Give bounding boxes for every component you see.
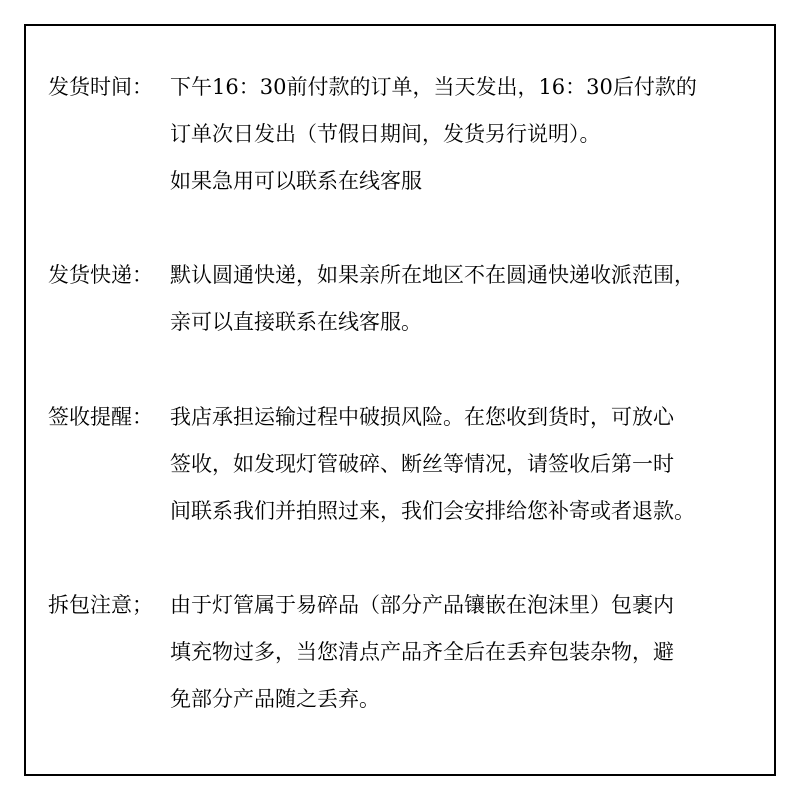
section-text-line: 下午16：30前付款的订单，当天发出，16：30后付款的 [170,75,697,99]
section-label: 拆包注意； [48,593,153,617]
section-text-line: 默认圆通快递，如果亲所在地区不在圆通快递收派范围， [170,263,695,287]
section-label: 发货快递： [48,263,153,287]
section-text-line: 间联系我们并拍照过来，我们会安排给您补寄或者退款。 [170,499,695,523]
section-text-line: 签收，如发现灯管破碎、断丝等情况，请签收后第一时 [170,452,674,476]
section-text-line: 订单次日发出（节假日期间，发货另行说明）。 [170,122,601,146]
section-label: 发货时间： [48,75,153,99]
section-text-line: 如果急用可以联系在线客服 [170,169,422,193]
section-text-line: 免部分产品随之丢弃。 [170,687,380,711]
courier-section [48,252,768,346]
section-text-line: 我店承担运输过程中破损风险。在您收到货时，可放心 [170,405,674,429]
receipt-reminder-section [48,394,768,535]
section-text-line: 由于灯管属于易碎品（部分产品镶嵌在泡沫里）包裹内 [170,593,674,617]
shipping-time-section [48,64,768,205]
section-label: 签收提醒： [48,405,153,429]
notice-frame [24,24,776,776]
unpacking-notice-section [48,582,768,723]
section-text-line: 亲可以直接联系在线客服。 [170,310,422,334]
section-text-line: 填充物过多，当您清点产品齐全后在丢弃包装杂物，避 [170,640,674,664]
